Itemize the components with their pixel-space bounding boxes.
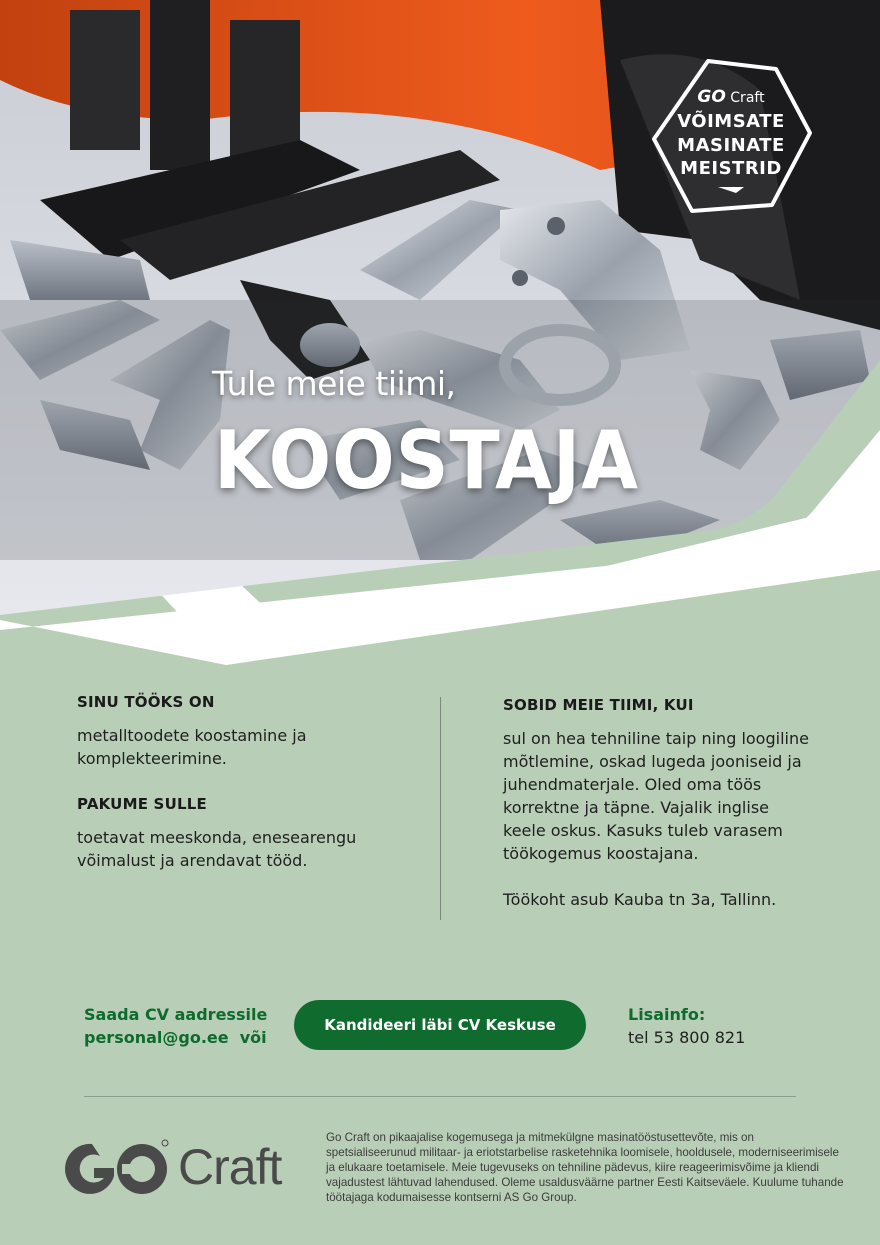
- hero-kicker: Tule meie tiimi,: [212, 364, 456, 403]
- company-about: Go Craft on pikaajalise kogemusega ja mitmekülgne masinatööstusettevõte, mis on spetsialiseerunud militaar- ja eriotstarbelise rasketehnika loomisele, hooldusele, moderniseerimisele ja elukaare toetamisele. Meie tugevuseks on tehniline pädevus, kiire reageerimisvõime ja kliendi vajadustest lähtuvad lahendused. Oleme usaldusväärne partner Eesti Kaitseväele. Kuulume tuhande töötajaga kodumaisesse kontserni AS Go Group.: [326, 1131, 844, 1204]
- fit-heading: SOBID MEIE TIIMI, KUI: [503, 696, 694, 714]
- badge-line-2: MASINATE: [677, 135, 785, 156]
- duties-heading: SINU TÖÖKS ON: [77, 693, 215, 711]
- column-divider: [440, 697, 441, 920]
- apply-button[interactable]: Kandideeri läbi CV Keskuse: [294, 1000, 586, 1050]
- brand-badge: [648, 55, 814, 215]
- offer-heading: PAKUME SULLE: [77, 795, 207, 813]
- fit-text: sul on hea tehniline taip ning loogiline mõtlemine, oskad lugeda jooniseid ja juhendmaterjale. Oled oma töös korrektne ja täpne. Vajalik inglise keele oskus. Kasuks tuleb varasem töökogemus koostajana.: [503, 729, 809, 863]
- duties-text: metalltoodete koostamine ja komplekteerimine.: [77, 726, 307, 768]
- info-block: [628, 1003, 828, 1049]
- badge-line-1: VÕIMSATE: [677, 111, 785, 132]
- send-cv-line-1: Saada CV aadressile: [84, 1005, 268, 1024]
- send-cv-block: [84, 1003, 284, 1049]
- badge-brand: GO Craft: [697, 87, 765, 107]
- info-phone[interactable]: tel 53 800 821: [628, 1028, 746, 1047]
- offer-text: toetavat meeskonda, enesearengu võimalust ja arendavat tööd.: [77, 828, 357, 870]
- go-craft-logo: [62, 1136, 302, 1206]
- location-text: Töökoht asub Kauba tn 3a, Tallinn.: [503, 890, 777, 909]
- logo-word: Craft: [178, 1139, 282, 1195]
- info-label: Lisainfo:: [628, 1005, 706, 1024]
- badge-line-3: MEISTRID: [680, 158, 782, 179]
- right-column: [503, 696, 813, 911]
- left-column: [77, 693, 407, 872]
- send-cv-email[interactable]: personal@go.ee või: [84, 1028, 267, 1047]
- footer-divider: [84, 1096, 796, 1097]
- go-logo-icon: [62, 1136, 172, 1202]
- job-title: KOOSTAJA: [214, 414, 640, 507]
